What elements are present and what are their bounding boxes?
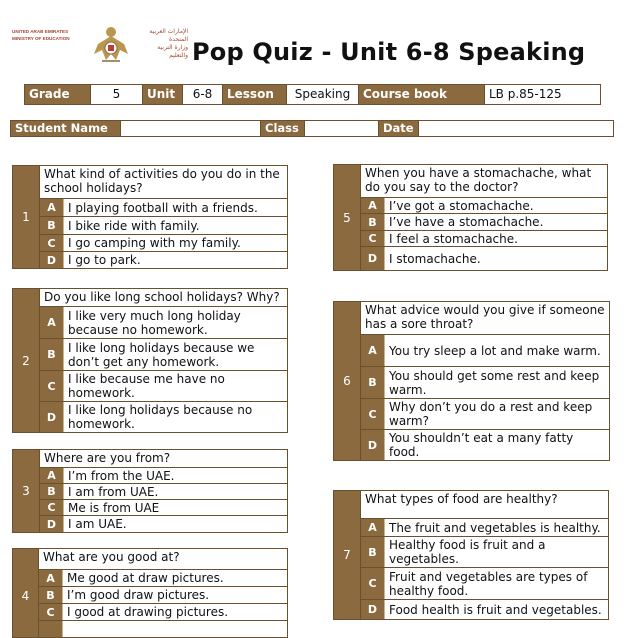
option-letter: B <box>361 367 385 398</box>
option-text: You shouldn’t eat a many fatty food. <box>389 431 574 459</box>
question-number: 7 <box>334 491 361 619</box>
option-text: I am UAE. <box>68 517 127 531</box>
option-text: I like because me have no homework. <box>68 372 225 400</box>
question-text: Where are you from? <box>40 450 287 468</box>
option-text: I’m from the UAE. <box>68 468 175 483</box>
option-letter: B <box>361 214 385 230</box>
option-letter: B <box>40 484 64 499</box>
option-letter: A <box>361 198 385 213</box>
question-text: When you have a stomachache, what do you say to the doctor? <box>361 165 607 198</box>
option-d[interactable] <box>39 621 287 637</box>
option-d[interactable] <box>40 402 287 432</box>
class-label: Class <box>261 121 305 136</box>
option-letter: C <box>361 231 385 246</box>
option-letter <box>39 621 63 637</box>
option-letter: C <box>40 235 64 251</box>
option-letter: B <box>39 587 63 603</box>
question-card-1 <box>12 165 288 269</box>
option-text: I am from UAE. <box>68 484 159 499</box>
lesson-label: Lesson <box>223 85 287 104</box>
option-letter: D <box>40 516 64 532</box>
option-letter: B <box>361 537 385 567</box>
option-text: I playing football with a friends. <box>68 200 258 215</box>
option-text: Food health is fruit and vegetables. <box>389 602 602 617</box>
option-letter: D <box>361 430 385 460</box>
course-book-page-label: Course book Page <box>359 85 485 104</box>
question-number: 1 <box>13 166 40 268</box>
option-text: I’ve got a stomachache. <box>389 198 534 213</box>
option-b[interactable] <box>40 484 287 500</box>
question-number: 4 <box>13 549 39 637</box>
option-text: Me good at draw pictures. <box>67 571 224 585</box>
option-text: I stomachache. <box>389 251 481 266</box>
ministry-line-country: UNITED ARAB EMIRATES <box>12 29 69 34</box>
option-text: Why don’t you do a rest and keep warm? <box>389 400 593 428</box>
option-letter: A <box>361 335 385 366</box>
option-d[interactable] <box>361 430 609 460</box>
option-letter: C <box>40 500 64 515</box>
option-text: You should get some rest and keep warm. <box>389 368 600 397</box>
page-title: Pop Quiz - Unit 6-8 Speaking <box>192 38 586 66</box>
course-book-page-value: LB p.85-125 <box>489 87 562 101</box>
option-text: I bike ride with family. <box>68 218 200 233</box>
ministry-line-ministry: MINISTRY OF EDUCATION <box>12 36 70 41</box>
option-text: I’m good draw pictures. <box>67 588 210 602</box>
option-letter: D <box>361 247 385 270</box>
unit-label: Unit <box>143 85 183 104</box>
question-text: What types of food are healthy? <box>361 491 608 519</box>
option-a[interactable] <box>40 468 287 484</box>
option-a[interactable] <box>40 199 287 217</box>
question-text: What are you good at? <box>39 549 287 570</box>
option-letter: A <box>40 307 64 338</box>
option-text: I like very much long holiday because no homework. <box>68 308 241 337</box>
option-a[interactable] <box>40 307 287 339</box>
student-name-label: Student Name <box>11 121 121 136</box>
option-letter: C <box>39 604 63 620</box>
lesson-value: Speaking <box>287 85 359 104</box>
option-c[interactable] <box>361 231 607 247</box>
option-letter: A <box>361 519 385 536</box>
question-card-2 <box>12 288 288 433</box>
question-card-5 <box>333 164 608 271</box>
ministry-ar-line-ministry: وزارة التربية والتعليم <box>157 44 188 59</box>
option-text: I good at drawing pictures. <box>67 605 229 619</box>
option-letter: A <box>39 570 63 586</box>
option-text: Me is from UAE <box>68 500 160 515</box>
question-card-4 <box>12 548 288 638</box>
option-text: I like long holidays because we don’t get any homework. <box>68 340 255 369</box>
option-letter: C <box>361 399 385 429</box>
question-text: What advice would you give if someone has a sore throat? <box>361 302 609 335</box>
class-field[interactable] <box>305 121 379 136</box>
option-b[interactable] <box>39 587 287 604</box>
option-letter: D <box>361 600 385 619</box>
ministry-name-arabic <box>138 28 188 60</box>
option-letter: D <box>40 252 64 268</box>
grade-label: Grade <box>25 85 91 104</box>
option-text: Fruit and vegetables are types of healthy food. <box>389 569 588 598</box>
option-d[interactable] <box>40 516 287 532</box>
option-letter: B <box>40 217 64 234</box>
question-number: 2 <box>13 289 40 432</box>
option-c[interactable] <box>361 568 608 600</box>
option-d[interactable] <box>361 600 608 619</box>
option-letter: A <box>40 468 64 483</box>
option-text <box>63 621 287 637</box>
option-b[interactable] <box>361 537 608 568</box>
option-c[interactable] <box>40 500 287 516</box>
option-letter: A <box>40 199 64 216</box>
option-c[interactable] <box>40 235 287 252</box>
student-info-row <box>10 120 614 137</box>
question-card-6 <box>333 301 610 461</box>
option-text: I go camping with my family. <box>68 236 241 250</box>
option-d[interactable] <box>361 247 607 270</box>
ministry-ar-line-country: الإمارات العربية المتحدة <box>149 28 188 43</box>
question-number: 6 <box>334 302 361 460</box>
uae-emblem-icon <box>88 24 134 64</box>
option-b[interactable] <box>361 367 609 399</box>
option-text: I like long holidays because no homework. <box>68 403 253 431</box>
option-b[interactable] <box>40 339 287 371</box>
question-card-7 <box>333 490 609 620</box>
option-c[interactable] <box>361 399 609 430</box>
question-number: 3 <box>13 450 40 532</box>
option-text: The fruit and vegetables is healthy. <box>389 520 601 535</box>
option-text: You try sleep a lot and make warm. <box>389 343 601 358</box>
question-number: 5 <box>334 165 361 270</box>
option-b[interactable] <box>361 214 607 231</box>
grade-value: 5 <box>91 85 143 104</box>
option-text: I go to park. <box>68 253 141 267</box>
unit-value: 6-8 <box>183 85 223 104</box>
option-letter: D <box>40 402 64 432</box>
date-label: Date <box>379 121 419 136</box>
question-text: What kind of activities do you do in the school holidays? <box>40 166 287 199</box>
question-card-3 <box>12 449 288 533</box>
option-a[interactable] <box>39 570 287 587</box>
student-name-field[interactable] <box>121 121 261 136</box>
question-text: Do you like long school holidays? Why? <box>40 289 287 307</box>
option-a[interactable] <box>361 519 608 537</box>
option-letter: B <box>40 339 64 370</box>
option-text: I’ve have a stomachache. <box>389 215 544 229</box>
option-letter: C <box>361 568 385 599</box>
date-field[interactable] <box>419 121 613 136</box>
option-text: Healthy food is fruit and a vegetables. <box>389 538 546 566</box>
option-letter: C <box>40 371 64 401</box>
option-c[interactable] <box>40 371 287 402</box>
ministry-name-english <box>12 28 90 42</box>
option-a[interactable] <box>361 198 607 214</box>
option-d[interactable] <box>40 252 287 268</box>
option-a[interactable] <box>361 335 609 367</box>
option-text: I feel a stomachache. <box>389 231 518 246</box>
option-c[interactable] <box>39 604 287 621</box>
lesson-info-row <box>24 84 601 120</box>
option-b[interactable] <box>40 217 287 235</box>
